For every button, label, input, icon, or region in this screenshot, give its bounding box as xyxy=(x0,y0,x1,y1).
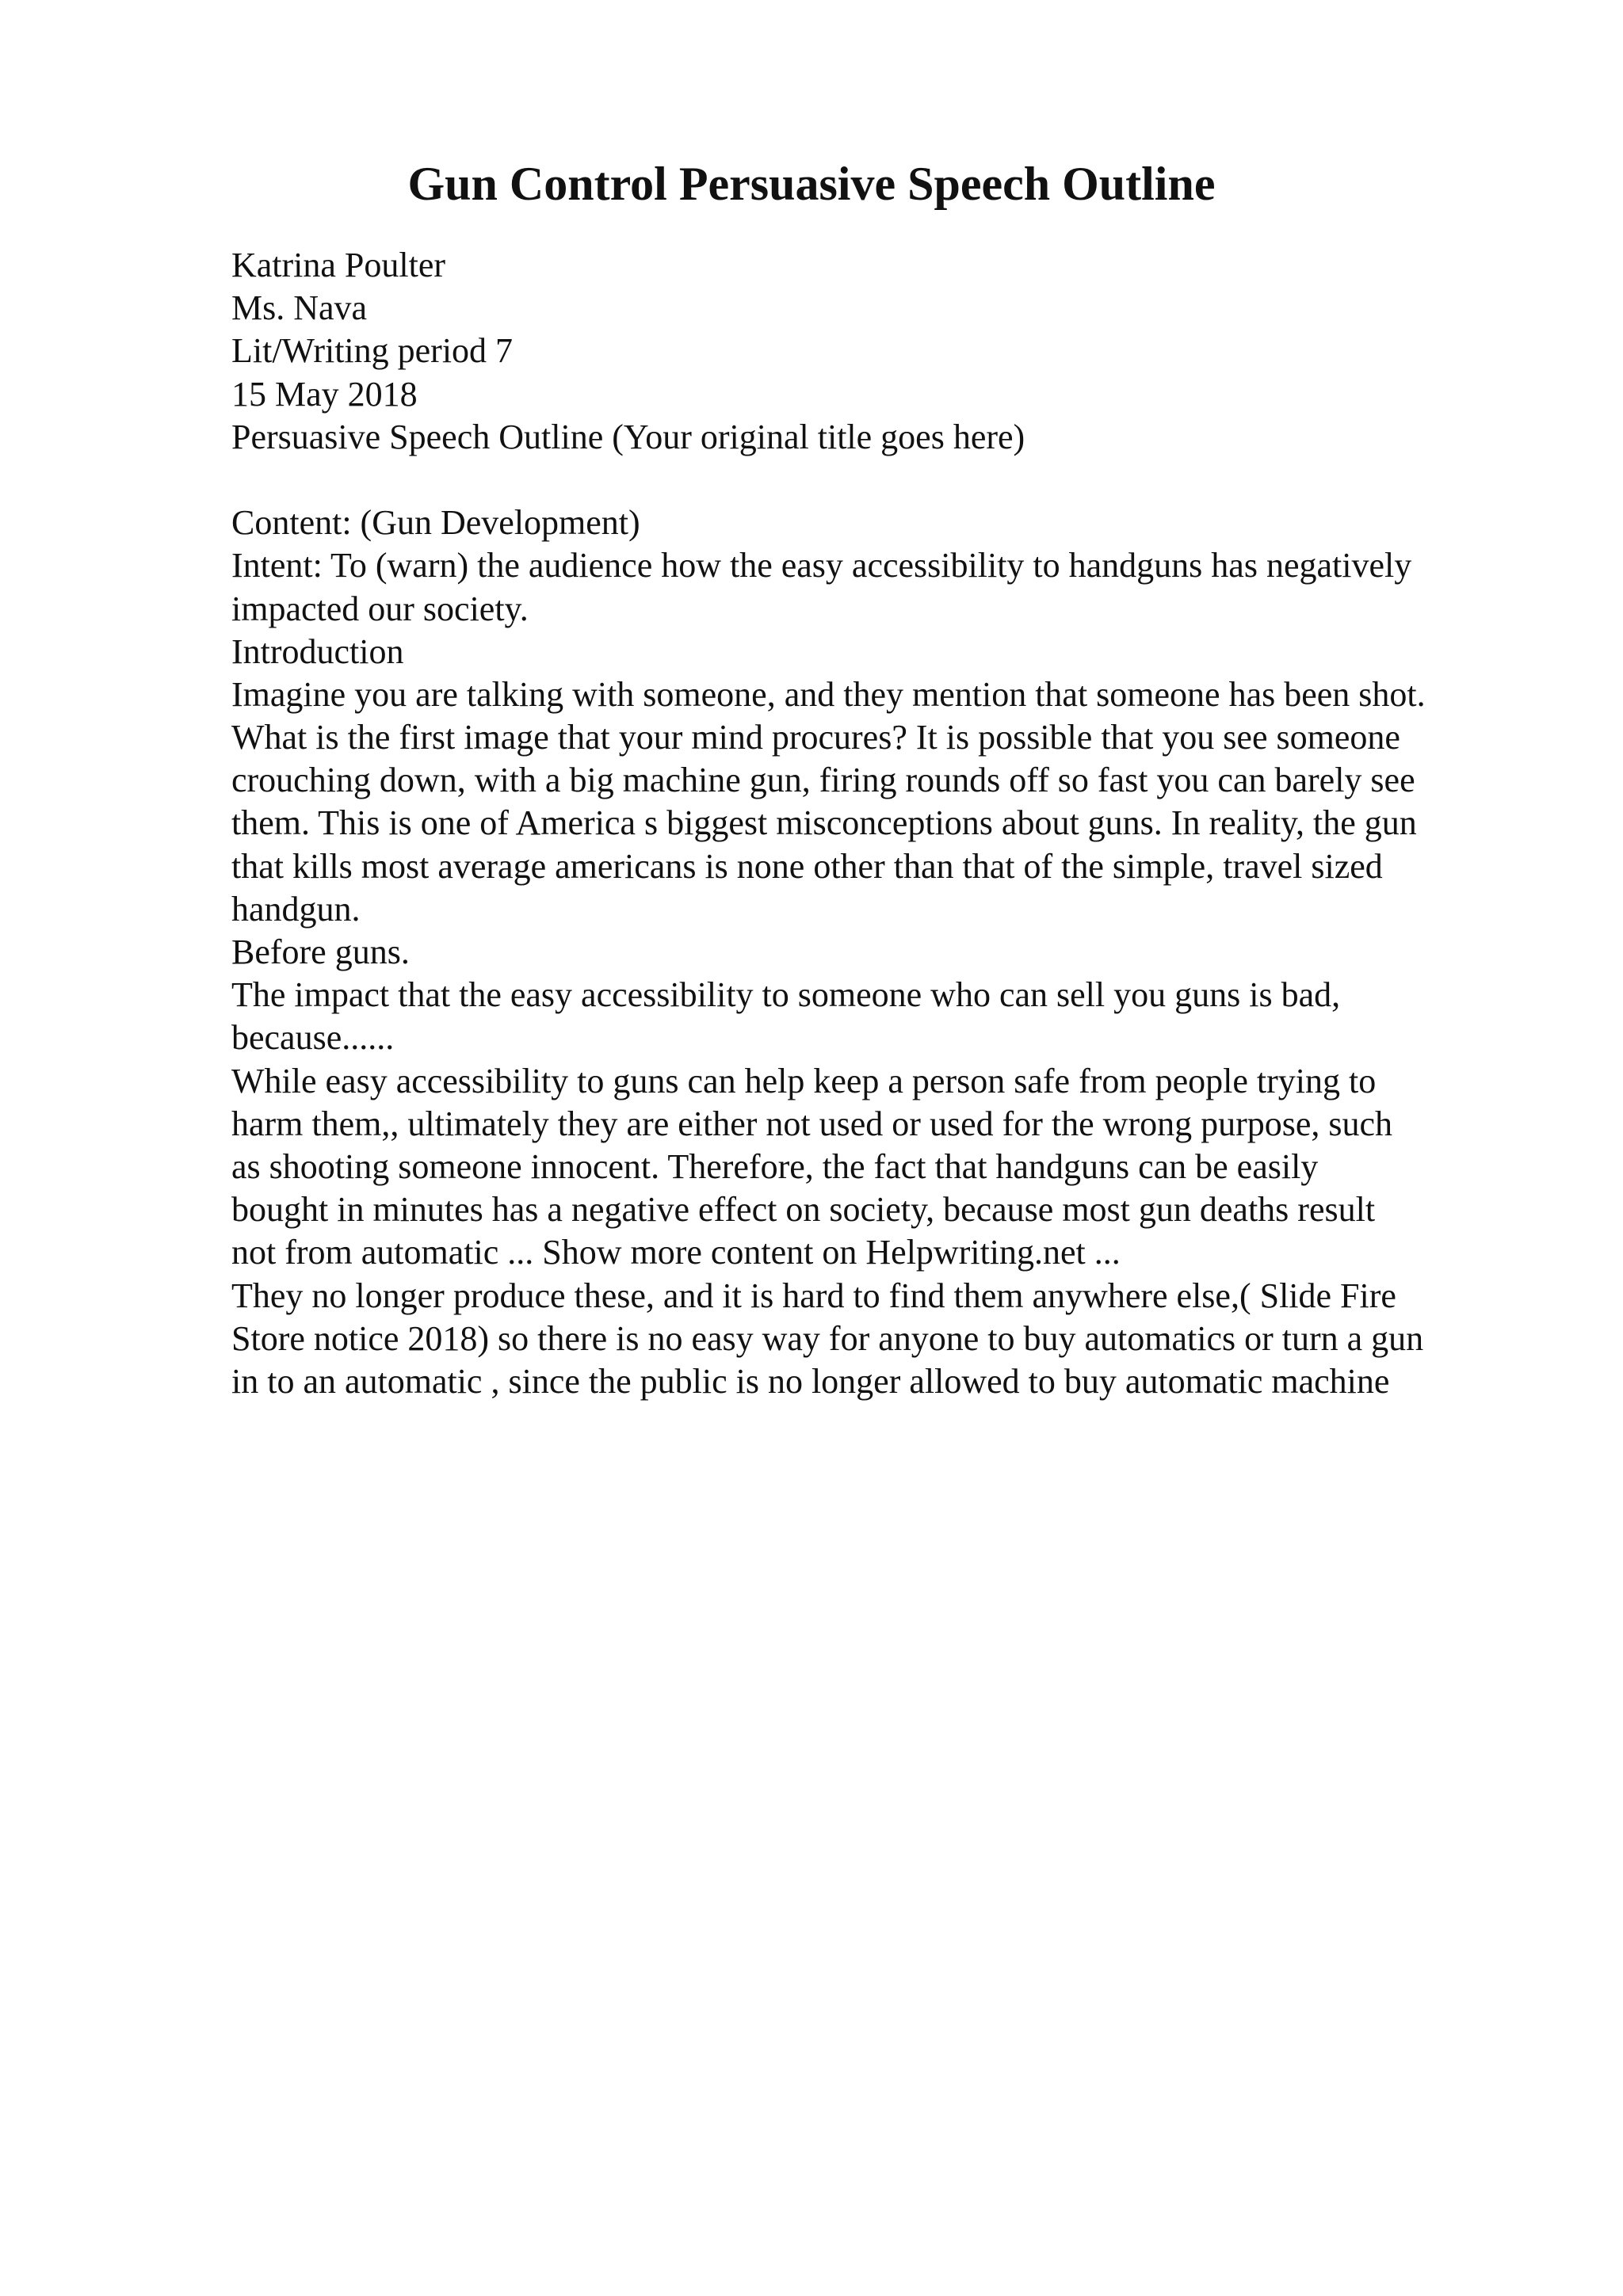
assignment-title: Persuasive Speech Outline (Your original title goes here) xyxy=(231,417,1025,456)
text-line: them. This is one of America s biggest misconceptions about guns. In reality, the gun xyxy=(231,803,1417,843)
text-line: that kills most average americans is none other than that of the simple, travel sized xyxy=(231,846,1383,886)
text-line: handgun. xyxy=(231,889,361,929)
document-body xyxy=(231,244,1579,1403)
text-line: bought in minutes has a negative effect on society, because most gun deaths result xyxy=(231,1190,1376,1230)
text-line: Imagine you are talking with someone, and they mention that someone has been shot. xyxy=(231,674,1426,714)
text-line: as shooting someone innocent. Therefore, the fact that handguns can be easily xyxy=(231,1146,1319,1186)
text-line: crouching down, with a big machine gun, firing rounds off so fast you can barely see xyxy=(231,761,1415,800)
text-line: not from automatic ... Show more content on Helpwriting.net ... xyxy=(231,1233,1121,1272)
text-line: They no longer produce these, and it is hard to find them anywhere else,( Slide Fire xyxy=(231,1276,1396,1315)
paragraph-spacer xyxy=(231,459,1579,502)
text-line: because...... xyxy=(231,1018,395,1058)
teacher-name: Ms. Nava xyxy=(231,288,368,328)
text-line: Intent: To (warn) the audience how the easy accessibility to handguns has negatively xyxy=(231,546,1412,585)
course-name: Lit/Writing period 7 xyxy=(231,331,514,371)
text-line: impacted our society. xyxy=(231,589,529,628)
text-line: harm them,, ultimately they are either not used or used for the wrong purpose, such xyxy=(231,1104,1393,1143)
author-name: Katrina Poulter xyxy=(231,246,446,284)
document-date: 15 May 2018 xyxy=(231,374,418,414)
text-line: in to an automatic , since the public is no longer allowed to buy automatic machine xyxy=(231,1361,1390,1401)
text-line: While easy accessibility to guns can help keep a person safe from people trying to xyxy=(231,1061,1377,1100)
text-line: The impact that the easy accessibility to someone who can sell you guns is bad, xyxy=(231,975,1341,1015)
text-line: Store notice 2018) so there is no easy way for anyone to buy automatics or turn a gun xyxy=(231,1318,1424,1358)
document-title: Gun Control Persuasive Speech Outline xyxy=(407,158,1216,210)
text-line: What is the first image that your mind procures? It is possible that you see someone xyxy=(231,718,1400,757)
section-heading: Introduction xyxy=(231,631,404,671)
text-line: Content: (Gun Development) xyxy=(231,503,640,543)
text-line: Before guns. xyxy=(231,933,410,971)
